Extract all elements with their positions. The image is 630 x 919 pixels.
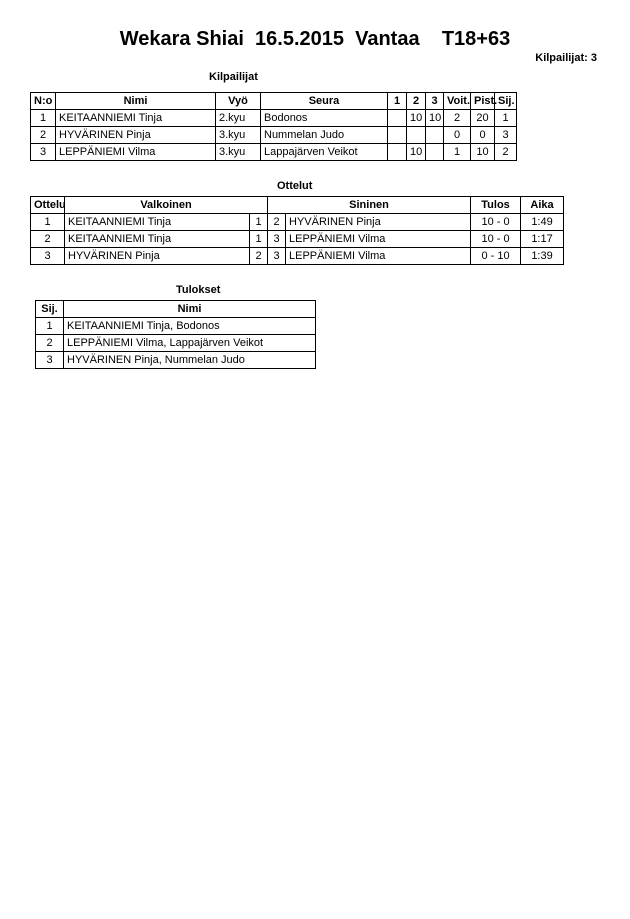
blue-competitor: LEPPÄNIEMI Vilma: [286, 248, 471, 265]
col-header-1: 1: [388, 93, 407, 110]
competitor-row: [31, 144, 517, 161]
match-time: 1:39: [521, 248, 564, 265]
match-time: 1:49: [521, 214, 564, 231]
col-header-tulos: Tulos: [471, 197, 521, 214]
result-row: [36, 335, 316, 352]
score-vs-3: [426, 127, 444, 144]
competitor-name: KEITAANNIEMI Tinja: [56, 110, 216, 127]
score-vs-2: [407, 127, 426, 144]
match-result: 0 - 10: [471, 248, 521, 265]
blue-number: 2: [268, 214, 286, 231]
col-header-pist: Pist.: [471, 93, 495, 110]
competitor-row: [31, 127, 517, 144]
col-header-sij: Sij.: [36, 301, 64, 318]
score-vs-2: 10: [407, 144, 426, 161]
competitor-belt: 2.kyu: [216, 110, 261, 127]
col-header-sij: Sij.: [495, 93, 517, 110]
score-vs-1: [388, 144, 407, 161]
col-header-valkoinen: Valkoinen: [65, 197, 268, 214]
result-name: HYVÄRINEN Pinja, Nummelan Judo: [64, 352, 316, 369]
score-vs-1: [388, 110, 407, 127]
ottelut-table: [30, 196, 564, 265]
col-header-ottelu: Ottelu: [31, 197, 65, 214]
ottelut-heading: Ottelut: [277, 180, 313, 192]
tulokset-table: [35, 300, 316, 369]
score-vs-3: [426, 144, 444, 161]
blue-number: 3: [268, 231, 286, 248]
competitor-points: 0: [471, 127, 495, 144]
competitor-wins: 1: [444, 144, 471, 161]
competitor-club: Nummelan Judo: [261, 127, 388, 144]
col-header-3: 3: [426, 93, 444, 110]
result-name: KEITAANNIEMI Tinja, Bodonos: [64, 318, 316, 335]
white-number: 1: [250, 214, 268, 231]
result-place: 1: [36, 318, 64, 335]
col-header-no: N:o: [31, 93, 56, 110]
col-header-seura: Seura: [261, 93, 388, 110]
white-competitor: KEITAANNIEMI Tinja: [65, 231, 250, 248]
match-no: 3: [31, 248, 65, 265]
competitors-count-label: Kilpailijat: 3: [535, 52, 597, 64]
tulokset-header-row: [36, 301, 316, 318]
match-row: [31, 214, 564, 231]
white-competitor: KEITAANNIEMI Tinja: [65, 214, 250, 231]
col-header-voit: Voit.: [444, 93, 471, 110]
competitor-belt: 3.kyu: [216, 127, 261, 144]
blue-competitor: HYVÄRINEN Pinja: [286, 214, 471, 231]
col-header-nimi: Nimi: [56, 93, 216, 110]
competitor-wins: 0: [444, 127, 471, 144]
score-vs-3: 10: [426, 110, 444, 127]
match-time: 1:17: [521, 231, 564, 248]
competitor-club: Bodonos: [261, 110, 388, 127]
col-header-2: 2: [407, 93, 426, 110]
white-competitor: HYVÄRINEN Pinja: [65, 248, 250, 265]
competitor-no: 2: [31, 127, 56, 144]
col-header-nimi: Nimi: [64, 301, 316, 318]
competitor-place: 3: [495, 127, 517, 144]
result-row: [36, 352, 316, 369]
competitor-no: 3: [31, 144, 56, 161]
score-vs-2: 10: [407, 110, 426, 127]
match-row: [31, 248, 564, 265]
page-title: Wekara Shiai 16.5.2015 Vantaa T18+63: [119, 28, 511, 50]
competitor-place: 1: [495, 110, 517, 127]
score-vs-1: [388, 127, 407, 144]
competitor-place: 2: [495, 144, 517, 161]
match-no: 1: [31, 214, 65, 231]
competitor-row: [31, 110, 517, 127]
tulokset-heading: Tulokset: [176, 284, 221, 296]
result-place: 2: [36, 335, 64, 352]
ottelut-header-row: [31, 197, 564, 214]
kilpailijat-header-row: [31, 93, 517, 110]
white-number: 1: [250, 231, 268, 248]
match-row: [31, 231, 564, 248]
competitor-belt: 3.kyu: [216, 144, 261, 161]
col-header-aika: Aika: [521, 197, 564, 214]
blue-number: 3: [268, 248, 286, 265]
white-number: 2: [250, 248, 268, 265]
competitor-points: 10: [471, 144, 495, 161]
col-header-sininen: Sininen: [268, 197, 471, 214]
blue-competitor: LEPPÄNIEMI Vilma: [286, 231, 471, 248]
competitor-name: LEPPÄNIEMI Vilma: [56, 144, 216, 161]
competitor-name: HYVÄRINEN Pinja: [56, 127, 216, 144]
competitor-no: 1: [31, 110, 56, 127]
match-no: 2: [31, 231, 65, 248]
result-place: 3: [36, 352, 64, 369]
match-result: 10 - 0: [471, 214, 521, 231]
competitor-points: 20: [471, 110, 495, 127]
results-page: [0, 28, 630, 369]
competitor-wins: 2: [444, 110, 471, 127]
match-result: 10 - 0: [471, 231, 521, 248]
col-header-vyo: Vyö: [216, 93, 261, 110]
kilpailijat-table: [30, 92, 517, 161]
result-name: LEPPÄNIEMI Vilma, Lappajärven Veikot: [64, 335, 316, 352]
result-row: [36, 318, 316, 335]
competitor-club: Lappajärven Veikot: [261, 144, 388, 161]
kilpailijat-heading: Kilpailijat: [209, 71, 258, 83]
